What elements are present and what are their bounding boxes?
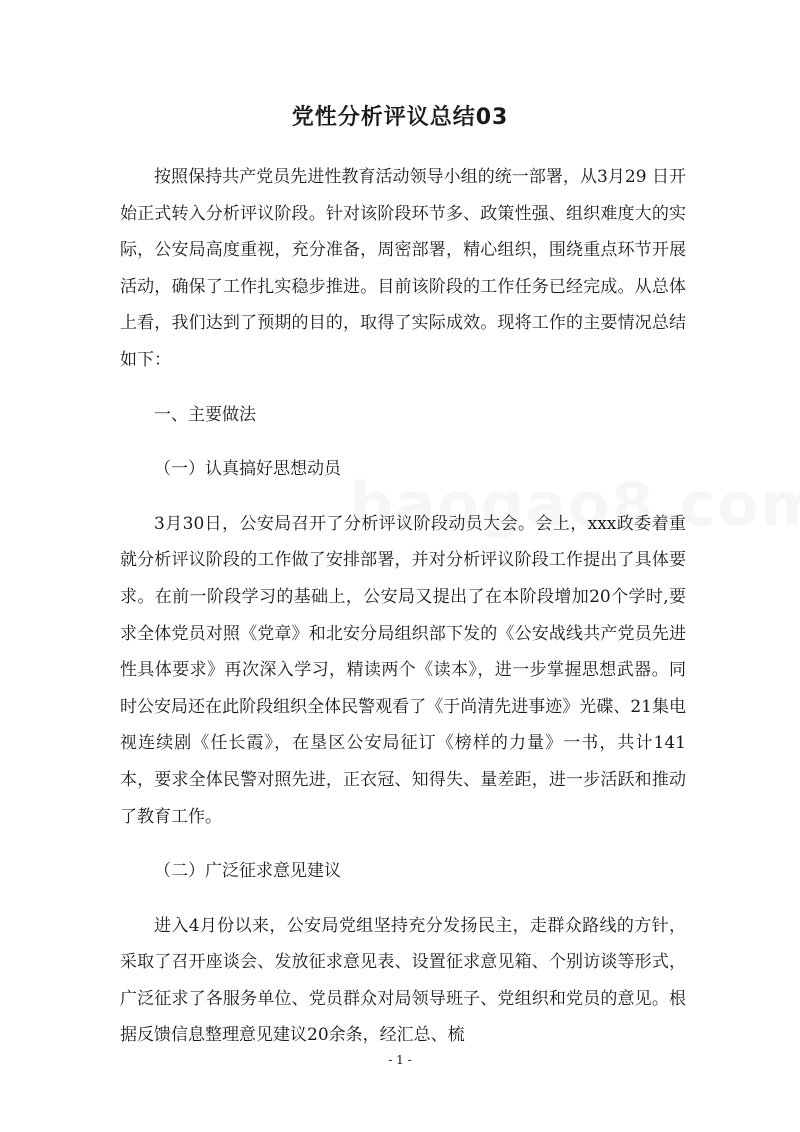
mobilization-paragraph: 3月30日，公安局召开了分析评议阶段动员大会。会上，xxx政委着重就分析评议阶段的工作做了安排部署，并对分析评议阶段工作提出了具体要求。在前一阶段学习的基础上，公安局又提出了在本阶段增加20个学时,要求全体党员对照《党章》和北安分局组织部下发的《公安战线共产党员先进性具体要求》再次深入学习，精读两个《读本》，进一步掌握思想武器。同时公安局还在此阶段组织全体民警观看了《于尚清先进事迹》光碟、21集电视连续剧《任长霞》，在垦区公安局征订《榜样的力量》一书，共计141本，要求全体民警对照先进，正衣冠、知得失、量差距，进一步活跃和推动了教育工作。 (120, 513, 686, 827)
intro-paragraph: 按照保持共产党员先进性教育活动领导小组的统一部署，从3月29 日开始正式转入分析评议阶段。针对该阶段环节多、政策性强、组织难度大的实际，公安局高度重视，充分准备，周密部署，精心组织，围绕重点环节开展活动，确保了工作扎实稳步推进。目前该阶段的工作任务已经完成。从总体上看，我们达到了预期的目的，取得了实际成效。现将工作的主要情况总结如下： (120, 167, 686, 370)
page-number: - 1 - (388, 1053, 412, 1067)
section-heading-main-practices: 一、主要做法 (154, 404, 256, 425)
opinions-paragraph: 进入4月份以来，公安局党组坚持充分发扬民主，走群众路线的方针，采取了召开座谈会、发放征求意见表、设置征求意见箱、个别访谈等形式，广泛征求了各服务单位、党员群众对局领导班子、党组织和党员的意见。根据反馈信息整理意见建议20余条，经汇总、梳 (120, 915, 686, 1046)
subsection-heading-mobilization: （一）认真搞好思想动员 (154, 459, 341, 480)
document-body (120, 159, 686, 1054)
document-title: 党性分析评议总结03 (291, 105, 509, 130)
subsection-heading-opinions: （二）广泛征求意见建议 (154, 861, 341, 882)
